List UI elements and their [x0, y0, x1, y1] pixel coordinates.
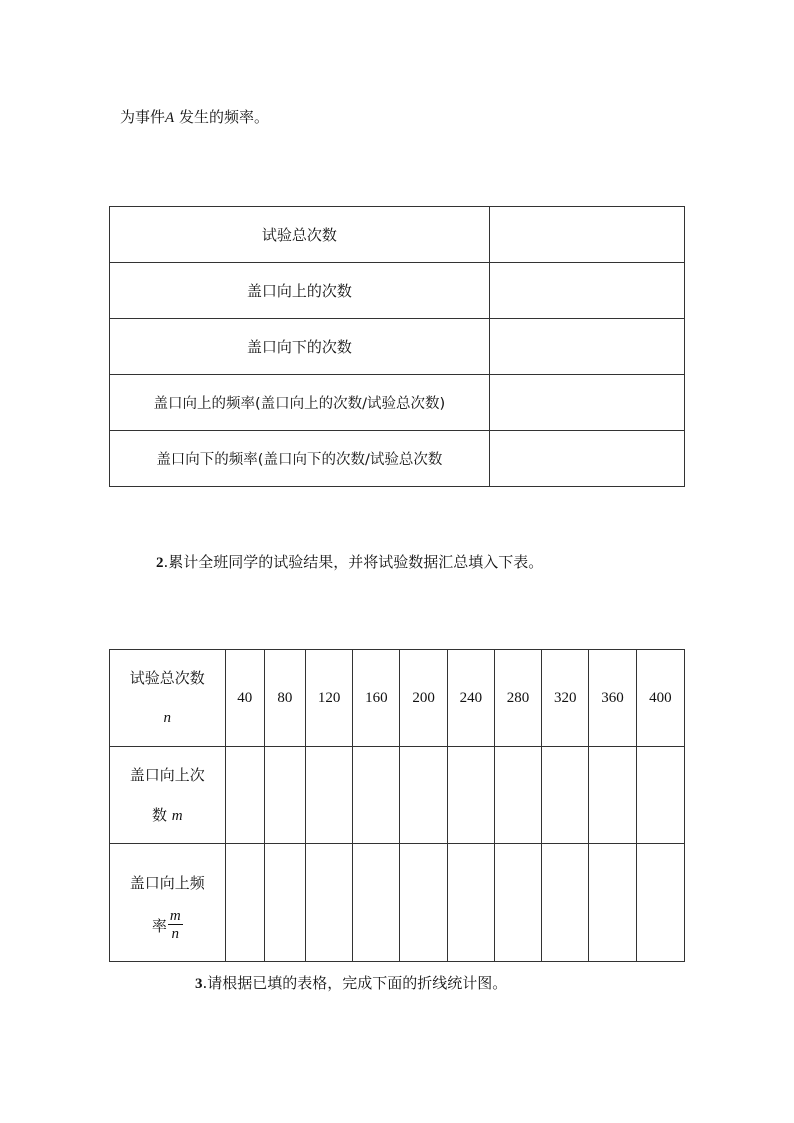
table-row [110, 319, 685, 375]
row-label-up: 盖口向上的次数 [110, 263, 490, 319]
table-row [110, 747, 685, 844]
intro-post: 发生的频率。 [174, 108, 269, 126]
fill-cell[interactable] [225, 747, 264, 844]
trial-count-cell: 200 [400, 650, 447, 747]
header-up-count [110, 747, 226, 844]
fill-cell[interactable] [353, 844, 400, 962]
fill-cell[interactable] [306, 747, 353, 844]
trial-count-cell: 240 [447, 650, 494, 747]
value-cell[interactable] [489, 207, 684, 263]
table-row [110, 263, 685, 319]
trial-count-cell: 400 [636, 650, 684, 747]
row-label-up-frequency: 盖口向上的频率(盖口向上的次数/试验总次数) [110, 375, 490, 431]
header-total-trials [110, 650, 226, 747]
trial-count-cell: 320 [542, 650, 589, 747]
fill-cell[interactable] [447, 747, 494, 844]
value-cell[interactable] [489, 319, 684, 375]
intro-pre: 为事件 [120, 108, 166, 126]
header-up-frequency-label-a: 盖口向上频 [129, 874, 205, 892]
variable-n: n [163, 710, 172, 726]
header-up-frequency [110, 844, 226, 962]
value-cell[interactable] [489, 263, 684, 319]
fill-cell[interactable] [447, 844, 494, 962]
table-row [110, 650, 685, 747]
table-row [110, 375, 685, 431]
step-2-text: .累计全班同学的试验结果，并将试验数据汇总填入下表。 [163, 553, 544, 571]
header-up-count-label-a: 盖口向上次 [129, 765, 205, 784]
intro-line [120, 106, 269, 127]
trial-count-cell: 40 [225, 650, 264, 747]
fill-cell[interactable] [353, 747, 400, 844]
class-results-table [109, 649, 685, 962]
row-label-down: 盖口向下的次数 [110, 319, 490, 375]
fill-cell[interactable] [264, 844, 305, 962]
row-label-down-frequency: 盖口向下的频率(盖口向下的次数/试验总次数 [110, 431, 490, 487]
trial-count-cell: 120 [306, 650, 353, 747]
step-2-number: 2 [156, 555, 164, 571]
trial-count-cell: 80 [264, 650, 305, 747]
header-up-count-label-b: 数 [151, 805, 167, 824]
trial-count-cell: 280 [494, 650, 541, 747]
step-2-instruction [156, 551, 543, 572]
fraction-m-over-n [168, 908, 183, 943]
step-3-number: 3 [195, 976, 203, 992]
fill-cell[interactable] [225, 844, 264, 962]
table-row [110, 431, 685, 487]
intro-variable: A [165, 110, 175, 126]
fraction-denominator: n [171, 926, 180, 942]
variable-m: m [171, 807, 183, 824]
fill-cell[interactable] [306, 844, 353, 962]
trial-count-cell: 160 [353, 650, 400, 747]
fill-cell[interactable] [494, 747, 541, 844]
fill-cell[interactable] [494, 844, 541, 962]
row-label-total: 试验总次数 [110, 207, 490, 263]
value-cell[interactable] [489, 431, 684, 487]
header-up-frequency-label-b: 率 [151, 917, 167, 935]
trial-count-cell: 360 [589, 650, 636, 747]
fill-cell[interactable] [400, 747, 447, 844]
fill-cell[interactable] [542, 844, 589, 962]
value-cell[interactable] [489, 375, 684, 431]
fraction-numerator: m [169, 908, 181, 924]
table-row [110, 207, 685, 263]
fill-cell[interactable] [542, 747, 589, 844]
table-row [110, 844, 685, 962]
fill-cell[interactable] [636, 844, 684, 962]
header-total-label: 试验总次数 [129, 669, 205, 687]
fill-cell[interactable] [589, 747, 636, 844]
fill-cell[interactable] [264, 747, 305, 844]
step-3-text: .请根据已填的表格，完成下面的折线统计图。 [202, 974, 508, 992]
step-3-instruction [195, 972, 507, 993]
experiment-table [109, 206, 685, 487]
fill-cell[interactable] [400, 844, 447, 962]
fill-cell[interactable] [636, 747, 684, 844]
fill-cell[interactable] [589, 844, 636, 962]
